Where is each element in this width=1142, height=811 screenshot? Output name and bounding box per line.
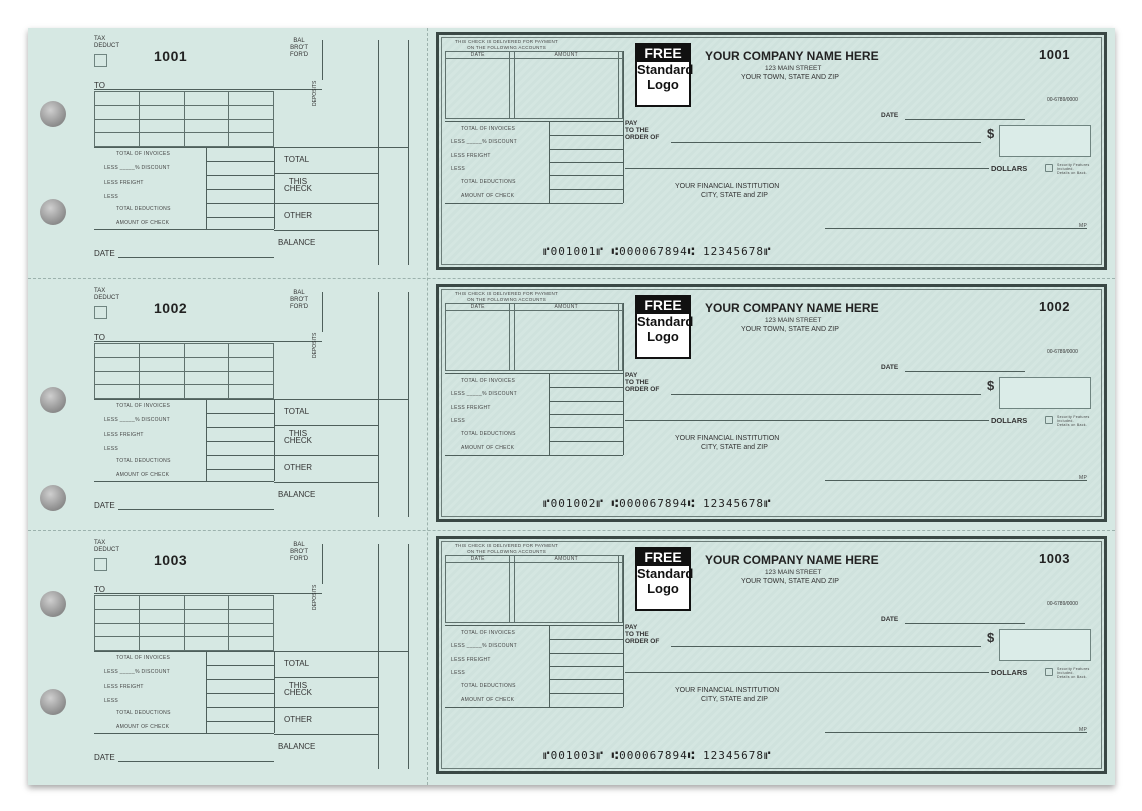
check-number: 1002 [1039, 299, 1070, 314]
check-sheet [28, 28, 1115, 785]
date-label: DATE [881, 112, 899, 119]
company-logo: FREE Standard Logo [635, 547, 691, 611]
stub-check-number: 1002 [154, 300, 188, 316]
bank-name: YOUR FINANCIAL INSTITUTION [675, 183, 780, 190]
remittance-grid: DATE AMOUNT [445, 555, 623, 623]
micr-line: ⑈001001⑈ ⑆000067894⑆ 12345678⑈ [543, 245, 772, 258]
balance-label: BALANCE [278, 238, 316, 247]
company-town: YOUR TOWN, STATE AND ZIP [741, 74, 839, 81]
check-stub [28, 28, 420, 280]
security-note: Security Features Included. Details on Back. [1057, 163, 1090, 175]
micr-line: ⑈001003⑈ ⑆000067894⑆ 12345678⑈ [543, 749, 772, 762]
remittance-grid: DATE AMOUNT [445, 303, 623, 371]
stub-check-number: 1003 [154, 552, 188, 568]
stub-less-freight: LESS FREIGHT [104, 180, 144, 186]
check-stub: TAX DEDUCT 1002 BAL BRO'T FOR'D TO DEPOSITS TOTAL OF INVOICES LESS _____% DISCOUNT LESS FREIGHT LESS TOTAL DEDUCTIONS AMOUNT OF CHECK TOTAL THIS CHECK OTHER BALANCE DATE [28, 280, 420, 532]
tax-deduct-checkbox[interactable] [94, 54, 107, 67]
stub-total-deductions: TOTAL DEDUCTIONS [116, 206, 171, 212]
bank-city: CITY, STATE and ZIP [701, 192, 768, 199]
tax-deduct-label: TAX DEDUCT [94, 36, 119, 49]
stub-check-number: 1001 [154, 48, 188, 64]
check-number: 1003 [1039, 551, 1070, 566]
stub-less: LESS [104, 194, 118, 200]
mp-mark: MP [1079, 223, 1088, 229]
invoice-grid [94, 91, 274, 147]
stub-total-invoices: TOTAL OF INVOICES [116, 151, 171, 157]
check-number: 1001 [1039, 47, 1070, 62]
stub-amount-of-check: AMOUNT OF CHECK [116, 220, 170, 226]
other-label: OTHER [284, 211, 312, 220]
check: THIS CHECK IS DELIVERED FOR PAYMENT ON THE FOLLOWING ACCOUNTS DATE AMOUNT TOTAL OF INVOICES LESS _____% DISCOUNT LESS FREIGHT LESS TOTAL DEDUCTIONS AMOUNT OF CHECK FREE Standard Logo YOUR COMPANY NAME HERE 123 MAIN STREET YOUR TOWN, STATE AND ZIP 1003 00-6789/0000 DATE PAY TO THE ORDER OF $ DOLLARS Security Features Included. Details on Back. YOUR FINANCIAL INSTITUTION CITY, STATE and ZIP MP ⑈001003⑈ ⑆000067894⑆ 12345678⑈ [436, 536, 1107, 774]
tax-deduct-checkbox[interactable] [94, 558, 107, 571]
to-label: TO [94, 81, 105, 90]
company-logo: FREE Standard Logo [635, 295, 691, 359]
delivered-note: THIS CHECK IS DELIVERED FOR PAYMENT ON THE FOLLOWING ACCOUNTS [455, 39, 559, 50]
check: THIS CHECK IS DELIVERED FOR PAYMENT ON THE FOLLOWING ACCOUNTS DATE AMOUNT TOTAL OF INVOICES LESS _____% DISCOUNT LESS FREIGHT LESS TOTAL DEDUCTIONS AMOUNT OF CHECK FREE Standard Logo YOUR COMPANY NAME HERE 123 MAIN STREET YOUR TOWN, STATE AND ZIP 1001 00-6789/0000 DATE PAY TO THE ORDER OF $ DOLLARS Security Features Included. Details on Back. YOUR FINANCIAL INSTITUTION CITY, STATE and ZIP MP ⑈001001⑈ ⑆000067894⑆ 12345678⑈ [436, 32, 1107, 270]
amount-box[interactable] [999, 125, 1091, 157]
perforation [427, 28, 428, 785]
deposits-label: DEPOSITS [312, 80, 318, 106]
company-name: YOUR COMPANY NAME HERE [705, 553, 879, 567]
amount-box[interactable] [999, 377, 1091, 409]
stub-less-discount: LESS _____% DISCOUNT [104, 165, 171, 171]
date-label: DATE [94, 249, 115, 258]
remittance-grid: DATE AMOUNT [445, 51, 623, 119]
dollars-label: DOLLARS [991, 164, 1028, 173]
total-label: TOTAL [284, 155, 310, 164]
this-check-label: THIS CHECK [284, 177, 313, 193]
company-street: 123 MAIN STREET [765, 65, 822, 72]
invoice-grid [94, 595, 274, 651]
amount-box[interactable] [999, 629, 1091, 661]
dollar-sign: $ [987, 126, 995, 141]
lock-icon [1045, 416, 1053, 424]
company-logo: FREE Standard Logo [635, 43, 691, 107]
company-name: YOUR COMPANY NAME HERE [705, 49, 879, 63]
lock-icon [1045, 668, 1053, 676]
pay-to-label: PAY TO THE ORDER OF [625, 120, 660, 141]
routing-fraction: 00-6789/0000 [1047, 97, 1078, 103]
tax-deduct-checkbox[interactable] [94, 306, 107, 319]
company-name: YOUR COMPANY NAME HERE [705, 301, 879, 315]
micr-line: ⑈001002⑈ ⑆000067894⑆ 12345678⑈ [543, 497, 772, 510]
bal-brot-ford-label: BAL BRO'T FOR'D [290, 38, 309, 58]
check: THIS CHECK IS DELIVERED FOR PAYMENT ON THE FOLLOWING ACCOUNTS DATE AMOUNT TOTAL OF INVOICES LESS _____% DISCOUNT LESS FREIGHT LESS TOTAL DEDUCTIONS AMOUNT OF CHECK FREE Standard Logo YOUR COMPANY NAME HERE 123 MAIN STREET YOUR TOWN, STATE AND ZIP 1002 00-6789/0000 DATE PAY TO THE ORDER OF $ DOLLARS Security Features Included. Details on Back. YOUR FINANCIAL INSTITUTION CITY, STATE and ZIP MP ⑈001002⑈ ⑆000067894⑆ 12345678⑈ [436, 284, 1107, 522]
invoice-grid [94, 343, 274, 399]
lock-icon [1045, 164, 1053, 172]
check-stub: TAX DEDUCT 1003 BAL BRO'T FOR'D TO DEPOSITS TOTAL OF INVOICES LESS _____% DISCOUNT LESS FREIGHT LESS TOTAL DEDUCTIONS AMOUNT OF CHECK TOTAL THIS CHECK OTHER BALANCE DATE [28, 532, 420, 784]
